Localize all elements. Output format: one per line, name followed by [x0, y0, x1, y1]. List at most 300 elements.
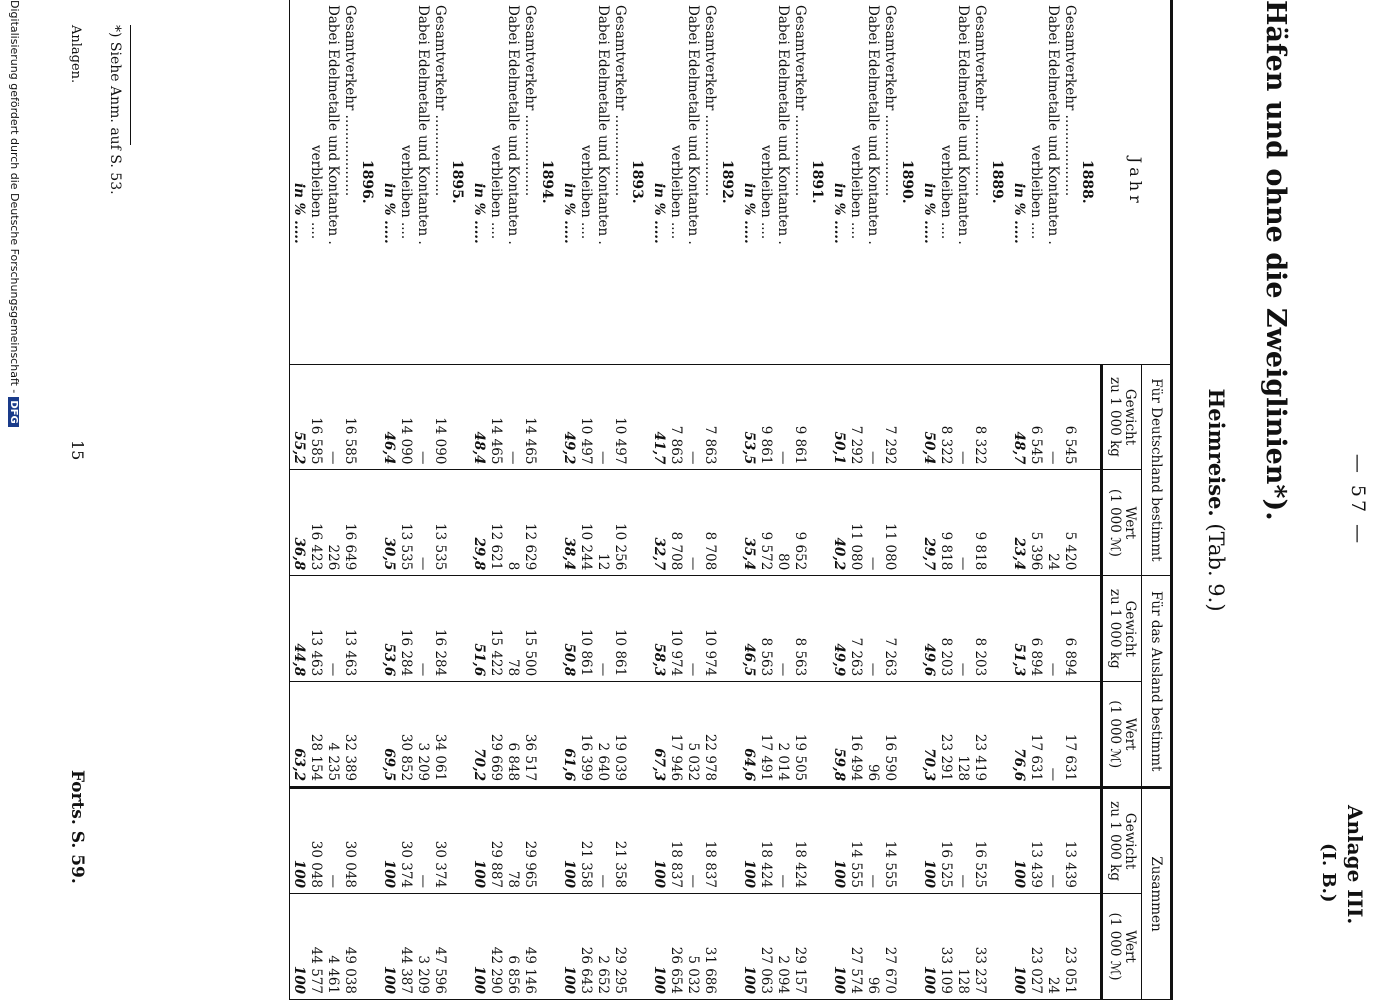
row-label-text: in % .....: [471, 183, 487, 244]
year-row: [718, 0, 740, 1000]
empty-cell: [988, 894, 1010, 1000]
row-label: [667, 0, 684, 364]
value-cell: 100: [470, 788, 487, 894]
value-cell: 13 535: [397, 470, 414, 576]
row-label: [307, 0, 324, 364]
value-cell: 16 494: [847, 682, 864, 788]
verbleiben-row: [1027, 0, 1044, 1000]
value-cell: 13 439: [1061, 788, 1078, 894]
row-label: [594, 0, 611, 364]
anlage-sub-label: (I. B.): [1318, 843, 1339, 903]
edelmetalle-row: [324, 0, 341, 1000]
row-label-text: verbleiben ....: [938, 145, 954, 240]
value-cell: 10 256: [611, 470, 628, 576]
value-cell: 78: [504, 576, 521, 682]
row-label: [341, 0, 358, 364]
anlagen-label: Anlagen.: [68, 25, 83, 84]
year-label: 1895.: [448, 0, 470, 364]
empty-cell: [898, 576, 920, 682]
row-label-text: Dabei Edelmetalle und Kontanten .: [325, 5, 341, 245]
value-cell: 49,9: [830, 576, 847, 682]
value-cell: 17 631: [1061, 682, 1078, 788]
empty-cell: [988, 682, 1010, 788]
empty-cell: [448, 682, 470, 788]
subheader-wert: [1102, 682, 1142, 788]
verbleiben-row: [667, 0, 684, 1000]
value-cell: 29,7: [920, 470, 937, 576]
value-cell: —: [1044, 576, 1061, 682]
value-cell: 5 032: [684, 682, 701, 788]
page-number: — 57 —: [1347, 453, 1369, 547]
value-cell: 15 500: [521, 576, 538, 682]
empty-cell: [358, 576, 380, 682]
empty-cell: [358, 470, 380, 576]
value-cell: 51,3: [1010, 576, 1027, 682]
value-cell: 13 535: [431, 470, 448, 576]
gewicht-label: Gewicht: [1122, 812, 1138, 870]
wert-label: Wert: [1122, 930, 1138, 963]
value-cell: 23 027: [1027, 894, 1044, 1000]
value-cell: 3 209: [414, 894, 431, 1000]
value-cell: 27 063: [757, 894, 774, 1000]
value-cell: 16 525: [971, 788, 988, 894]
wert-label: Wert: [1122, 717, 1138, 751]
value-cell: —: [684, 788, 701, 894]
value-cell: —: [1044, 364, 1061, 470]
empty-cell: [1078, 682, 1102, 788]
value-cell: 17 491: [757, 682, 774, 788]
value-cell: —: [594, 576, 611, 682]
value-cell: 49,6: [920, 576, 937, 682]
empty-cell: [628, 682, 650, 788]
row-label-text: Gesamtverkehr ...................: [702, 5, 718, 197]
value-cell: 12 621: [487, 470, 504, 576]
value-cell: —: [954, 576, 971, 682]
gesamtverkehr-row: [431, 0, 448, 1000]
table-body: [290, 0, 1102, 1000]
value-cell: 7 263: [881, 576, 898, 682]
value-cell: 59,8: [830, 682, 847, 788]
statistics-table: [289, 0, 1173, 1000]
year-row: [1078, 0, 1102, 1000]
row-label: [701, 0, 718, 364]
year-row: [808, 0, 830, 1000]
row-label: [290, 0, 308, 364]
value-cell: 16 585: [341, 364, 358, 470]
value-cell: 2 094: [774, 894, 791, 1000]
edelmetalle-row: [774, 0, 791, 1000]
row-label: [774, 0, 791, 364]
row-label-text: Gesamtverkehr ...................: [792, 5, 808, 197]
value-cell: 10 497: [577, 364, 594, 470]
row-label-text: verbleiben ....: [308, 145, 324, 240]
value-cell: —: [1044, 788, 1061, 894]
value-cell: 70,3: [920, 682, 937, 788]
footnote-rule: [130, 25, 131, 145]
value-cell: 48,4: [470, 364, 487, 470]
value-cell: 18 424: [757, 788, 774, 894]
row-label-text: Dabei Edelmetalle und Kontanten .: [685, 5, 701, 245]
value-cell: 44,8: [290, 576, 308, 682]
value-cell: 6 545: [1027, 364, 1044, 470]
row-label: [937, 0, 954, 364]
value-cell: 46,5: [740, 576, 757, 682]
value-cell: 100: [740, 894, 757, 1000]
value-cell: 9 818: [971, 470, 988, 576]
value-cell: 30,5: [380, 470, 397, 576]
value-cell: 27 670: [881, 894, 898, 1000]
gesamtverkehr-row: [1061, 0, 1078, 1000]
wert-unit: (1 000 ℳ): [1107, 912, 1123, 981]
empty-cell: [538, 470, 560, 576]
percent-row: [470, 0, 487, 1000]
year-row: [358, 0, 380, 1000]
row-label-text: Dabei Edelmetalle und Kontanten .: [865, 5, 881, 245]
empty-cell: [628, 576, 650, 682]
continuation-note: Forts. S. 59.: [67, 770, 87, 884]
value-cell: 16 590: [881, 682, 898, 788]
row-label: [920, 0, 937, 364]
percent-row: [1010, 0, 1027, 1000]
empty-cell: [898, 470, 920, 576]
row-label-text: verbleiben ....: [758, 145, 774, 240]
value-cell: 32,7: [650, 470, 667, 576]
row-label-text: Dabei Edelmetalle und Kontanten .: [505, 5, 521, 245]
gesamtverkehr-row: [611, 0, 628, 1000]
value-cell: 38,4: [560, 470, 577, 576]
year-row: [628, 0, 650, 1000]
value-cell: 10 497: [611, 364, 628, 470]
verbleiben-row: [487, 0, 504, 1000]
group-header-deutschland: Für Deutschland bestimmt: [1142, 364, 1172, 576]
value-cell: 7 863: [667, 364, 684, 470]
empty-cell: [808, 364, 830, 470]
value-cell: 10 974: [701, 576, 718, 682]
value-cell: 8 203: [971, 576, 988, 682]
value-cell: 14 090: [431, 364, 448, 470]
value-cell: 100: [560, 894, 577, 1000]
value-cell: 28 154: [307, 682, 324, 788]
row-label-text: verbleiben ....: [488, 145, 504, 240]
value-cell: 49,2: [560, 364, 577, 470]
edelmetalle-row: [864, 0, 881, 1000]
value-cell: 9 861: [791, 364, 808, 470]
empty-cell: [358, 788, 380, 894]
value-cell: 6 894: [1061, 576, 1078, 682]
value-cell: 50,8: [560, 576, 577, 682]
subtitle-ref: (Tab. 9.): [1204, 523, 1228, 612]
value-cell: 6 856: [504, 894, 521, 1000]
value-cell: 16 423: [307, 470, 324, 576]
value-cell: 55,2: [290, 364, 308, 470]
value-cell: 2 652: [594, 894, 611, 1000]
verbleiben-row: [577, 0, 594, 1000]
credit-text: Digitalisierung gefördert durch die Deutsche Forschungsgemeinschaft -: [8, 0, 21, 394]
value-cell: 63,2: [290, 682, 308, 788]
percent-row: [560, 0, 577, 1000]
empty-cell: [448, 364, 470, 470]
page-title: Häfen und ohne die Zweiglinien*).: [1260, 0, 1291, 521]
value-cell: 226: [324, 470, 341, 576]
empty-cell: [358, 894, 380, 1000]
empty-cell: [1078, 788, 1102, 894]
empty-cell: [718, 576, 740, 682]
empty-cell: [1078, 894, 1102, 1000]
empty-cell: [988, 576, 1010, 682]
row-label-text: in % .....: [1011, 183, 1027, 244]
year-label: 1888.: [1078, 0, 1102, 364]
footnote: *) Siehe Anm. auf S. 53.: [107, 25, 123, 195]
empty-cell: [448, 788, 470, 894]
year-label: 1890.: [898, 0, 920, 364]
percent-row: [650, 0, 667, 1000]
empty-cell: [1078, 576, 1102, 682]
empty-cell: [988, 470, 1010, 576]
value-cell: 51,6: [470, 576, 487, 682]
value-cell: 29 295: [611, 894, 628, 1000]
year-row: [448, 0, 470, 1000]
value-cell: 78: [504, 788, 521, 894]
value-cell: 14 465: [521, 364, 538, 470]
gesamtverkehr-row: [701, 0, 718, 1000]
value-cell: 23 291: [937, 682, 954, 788]
value-cell: 30 852: [397, 682, 414, 788]
year-label: 1889.: [988, 0, 1010, 364]
value-cell: 64,6: [740, 682, 757, 788]
row-label: [757, 0, 774, 364]
table-subtitle: [1204, 0, 1229, 1000]
row-label-text: verbleiben ....: [578, 145, 594, 240]
value-cell: 29 157: [791, 894, 808, 1000]
subheader-gewicht: [1102, 788, 1142, 894]
value-cell: 80: [774, 470, 791, 576]
value-cell: 23,4: [1010, 470, 1027, 576]
value-cell: 41,7: [650, 364, 667, 470]
gewicht-unit: zu 1 000 kg: [1107, 377, 1123, 457]
value-cell: 67,3: [650, 682, 667, 788]
year-label: 1894.: [538, 0, 560, 364]
value-cell: 34 061: [431, 682, 448, 788]
value-cell: 96: [864, 894, 881, 1000]
empty-cell: [538, 364, 560, 470]
gesamtverkehr-row: [341, 0, 358, 1000]
value-cell: 58,3: [650, 576, 667, 682]
edelmetalle-row: [594, 0, 611, 1000]
value-cell: —: [774, 576, 791, 682]
value-cell: 36 517: [521, 682, 538, 788]
value-cell: 100: [650, 788, 667, 894]
digitization-credit: [8, 0, 21, 1000]
value-cell: 8 708: [701, 470, 718, 576]
subheader-gewicht: [1102, 576, 1142, 682]
value-cell: —: [504, 364, 521, 470]
row-label-text: in % .....: [741, 183, 757, 244]
group-header-ausland: Für das Ausland bestimmt: [1142, 576, 1172, 788]
row-label-text: Gesamtverkehr ...................: [882, 5, 898, 197]
row-label-text: in % .....: [561, 183, 577, 244]
year-label: 1896.: [358, 0, 380, 364]
value-cell: 16 399: [577, 682, 594, 788]
value-cell: 100: [380, 894, 397, 1000]
empty-cell: [538, 682, 560, 788]
value-cell: —: [594, 364, 611, 470]
value-cell: 49 146: [521, 894, 538, 1000]
row-label: [1044, 0, 1061, 364]
value-cell: —: [954, 364, 971, 470]
value-cell: —: [774, 364, 791, 470]
value-cell: —: [864, 576, 881, 682]
row-label: [791, 0, 808, 364]
value-cell: 50,1: [830, 364, 847, 470]
value-cell: 12 629: [521, 470, 538, 576]
row-label: [684, 0, 701, 364]
row-label-text: verbleiben ....: [668, 145, 684, 240]
value-cell: 53,5: [740, 364, 757, 470]
value-cell: 14 465: [487, 364, 504, 470]
value-cell: 24: [1044, 894, 1061, 1000]
value-cell: 6 894: [1027, 576, 1044, 682]
row-label: [560, 0, 577, 364]
row-label: [954, 0, 971, 364]
empty-cell: [448, 894, 470, 1000]
row-label-text: Dabei Edelmetalle und Kontanten .: [595, 5, 611, 245]
value-cell: —: [414, 470, 431, 576]
value-cell: 30 048: [307, 788, 324, 894]
wert-unit: (1 000 ℳ): [1107, 488, 1123, 557]
value-cell: 100: [1010, 894, 1027, 1000]
value-cell: 9 572: [757, 470, 774, 576]
value-cell: 6 545: [1061, 364, 1078, 470]
value-cell: 7 863: [701, 364, 718, 470]
value-cell: —: [594, 788, 611, 894]
empty-cell: [718, 788, 740, 894]
value-cell: 47 596: [431, 894, 448, 1000]
value-cell: 48,7: [1010, 364, 1027, 470]
value-cell: 44 577: [307, 894, 324, 1000]
row-label-text: verbleiben ....: [1028, 145, 1044, 240]
value-cell: 100: [380, 788, 397, 894]
gewicht-label: Gewicht: [1122, 600, 1138, 657]
value-cell: —: [1044, 682, 1061, 788]
gesamtverkehr-row: [881, 0, 898, 1000]
value-cell: 100: [830, 894, 847, 1000]
empty-cell: [718, 894, 740, 1000]
value-cell: 2 640: [594, 682, 611, 788]
year-row: [538, 0, 560, 1000]
value-cell: —: [864, 364, 881, 470]
row-label: [1010, 0, 1027, 364]
value-cell: 32 389: [341, 682, 358, 788]
row-label-text: Gesamtverkehr ...................: [972, 5, 988, 197]
verbleiben-row: [757, 0, 774, 1000]
empty-cell: [538, 894, 560, 1000]
value-cell: 9 861: [757, 364, 774, 470]
row-label-text: in % .....: [921, 183, 937, 244]
empty-cell: [808, 576, 830, 682]
empty-cell: [898, 364, 920, 470]
value-cell: 128: [954, 682, 971, 788]
empty-cell: [718, 682, 740, 788]
empty-cell: [628, 364, 650, 470]
value-cell: 9 818: [937, 470, 954, 576]
value-cell: —: [864, 470, 881, 576]
value-cell: —: [324, 364, 341, 470]
value-cell: 10 974: [667, 576, 684, 682]
verbleiben-row: [307, 0, 324, 1000]
percent-row: [740, 0, 757, 1000]
value-cell: 29 965: [521, 788, 538, 894]
value-cell: 31 686: [701, 894, 718, 1000]
row-label-text: Dabei Edelmetalle und Kontanten .: [1045, 5, 1061, 245]
anlage-label: Anlage III.: [1343, 805, 1367, 925]
value-cell: 5 396: [1027, 470, 1044, 576]
empty-cell: [358, 364, 380, 470]
row-label: [1061, 0, 1078, 364]
value-cell: 17 946: [667, 682, 684, 788]
value-cell: 40,2: [830, 470, 847, 576]
row-label-text: in % .....: [381, 183, 397, 244]
row-label: [611, 0, 628, 364]
value-cell: 53,6: [380, 576, 397, 682]
value-cell: 2 014: [774, 682, 791, 788]
value-cell: 9 652: [791, 470, 808, 576]
wert-unit: (1 000 ℳ): [1107, 700, 1123, 769]
value-cell: 7 292: [881, 364, 898, 470]
row-label: [504, 0, 521, 364]
subheader-wert: [1102, 894, 1142, 1000]
value-cell: 44 387: [397, 894, 414, 1000]
row-label-text: Gesamtverkehr ...................: [1062, 5, 1078, 197]
value-cell: 100: [830, 788, 847, 894]
percent-row: [380, 0, 397, 1000]
empty-cell: [718, 364, 740, 470]
empty-cell: [1078, 364, 1102, 470]
empty-cell: [988, 364, 1010, 470]
row-label-text: verbleiben ....: [848, 145, 864, 240]
value-cell: 14 555: [881, 788, 898, 894]
empty-cell: [898, 682, 920, 788]
value-cell: 128: [954, 894, 971, 1000]
value-cell: 23 419: [971, 682, 988, 788]
value-cell: 16 525: [937, 788, 954, 894]
value-cell: 12: [594, 470, 611, 576]
subtitle-main: Heimreise.: [1204, 388, 1229, 517]
gewicht-label: Gewicht: [1122, 388, 1138, 446]
value-cell: 96: [864, 682, 881, 788]
value-cell: 49 038: [341, 894, 358, 1000]
value-cell: 21 358: [611, 788, 628, 894]
value-cell: 14 555: [847, 788, 864, 894]
value-cell: 100: [1010, 788, 1027, 894]
value-cell: —: [324, 576, 341, 682]
value-cell: 100: [290, 894, 308, 1000]
row-label: [414, 0, 431, 364]
value-cell: 8 708: [667, 470, 684, 576]
percent-row: [290, 0, 308, 1000]
empty-cell: [718, 470, 740, 576]
dfg-logo: DFG: [8, 397, 19, 426]
edelmetalle-row: [504, 0, 521, 1000]
value-cell: 61,6: [560, 682, 577, 788]
value-cell: 3 209: [414, 682, 431, 788]
verbleiben-row: [847, 0, 864, 1000]
value-cell: 8 563: [791, 576, 808, 682]
value-cell: —: [864, 788, 881, 894]
value-cell: 14 090: [397, 364, 414, 470]
year-label: 1892.: [718, 0, 740, 364]
empty-cell: [538, 576, 560, 682]
gesamtverkehr-row: [791, 0, 808, 1000]
